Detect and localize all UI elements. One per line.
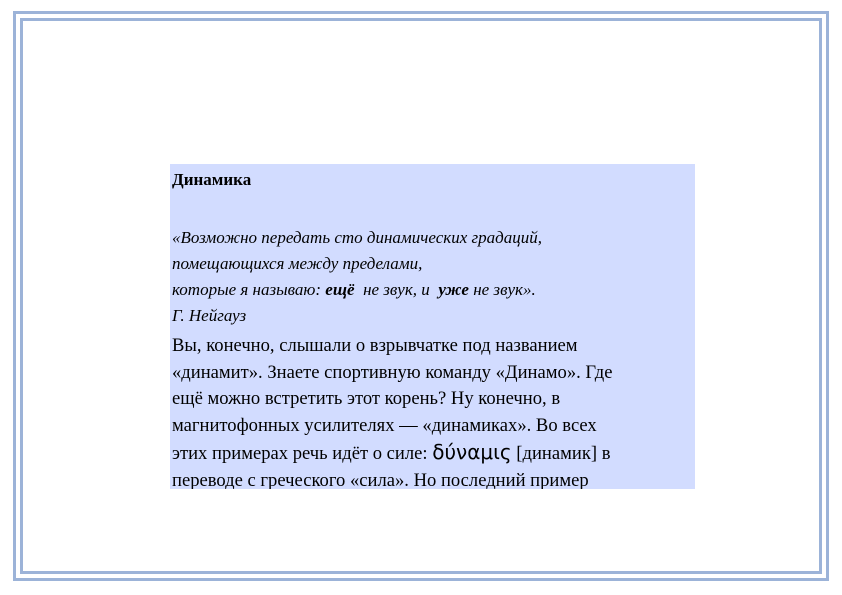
quote-line-3-part-1: которые я называю:: [172, 280, 322, 299]
quote-emphasis-eshche: ещё: [325, 280, 355, 299]
body-line-3: ещё можно встретить этот корень? Ну конечно, в: [172, 388, 561, 409]
quote-line-3-part-3: не звук».: [473, 280, 536, 299]
body-line-6: переводе с греческого «сила». Но последний пример: [172, 469, 589, 489]
body-line-4: магнитофонных усилителях — «динамиках». Во всех: [172, 414, 597, 436]
body-line-2: «динамит». Знаете спортивную команду «Динамо». Где: [172, 361, 613, 383]
slide-title: Динамика: [172, 170, 252, 189]
quote-line-3-part-2: не звук, и: [363, 280, 430, 299]
greek-word: δύναμις: [432, 440, 512, 464]
quote-line-1: «Возможно передать сто динамических градаций,: [172, 228, 542, 247]
text-box: [170, 164, 695, 489]
epigraph-quote: [172, 225, 693, 329]
quote-line-2: помещающихся между пределами,: [172, 254, 423, 273]
body-line-5-part-2: [динамик] в: [516, 443, 611, 464]
body-line-5-part-1: этих примерах речь идёт о силе:: [172, 443, 428, 464]
quote-author: Г. Нейгауз: [172, 306, 247, 325]
quote-emphasis-uzhe: уже: [438, 280, 469, 299]
body-line-1: Вы, конечно, слышали о взрывчатке под названием: [172, 335, 578, 356]
body-paragraph: [172, 333, 693, 489]
body-line-5: [172, 439, 693, 468]
quote-line-3: [172, 277, 693, 303]
